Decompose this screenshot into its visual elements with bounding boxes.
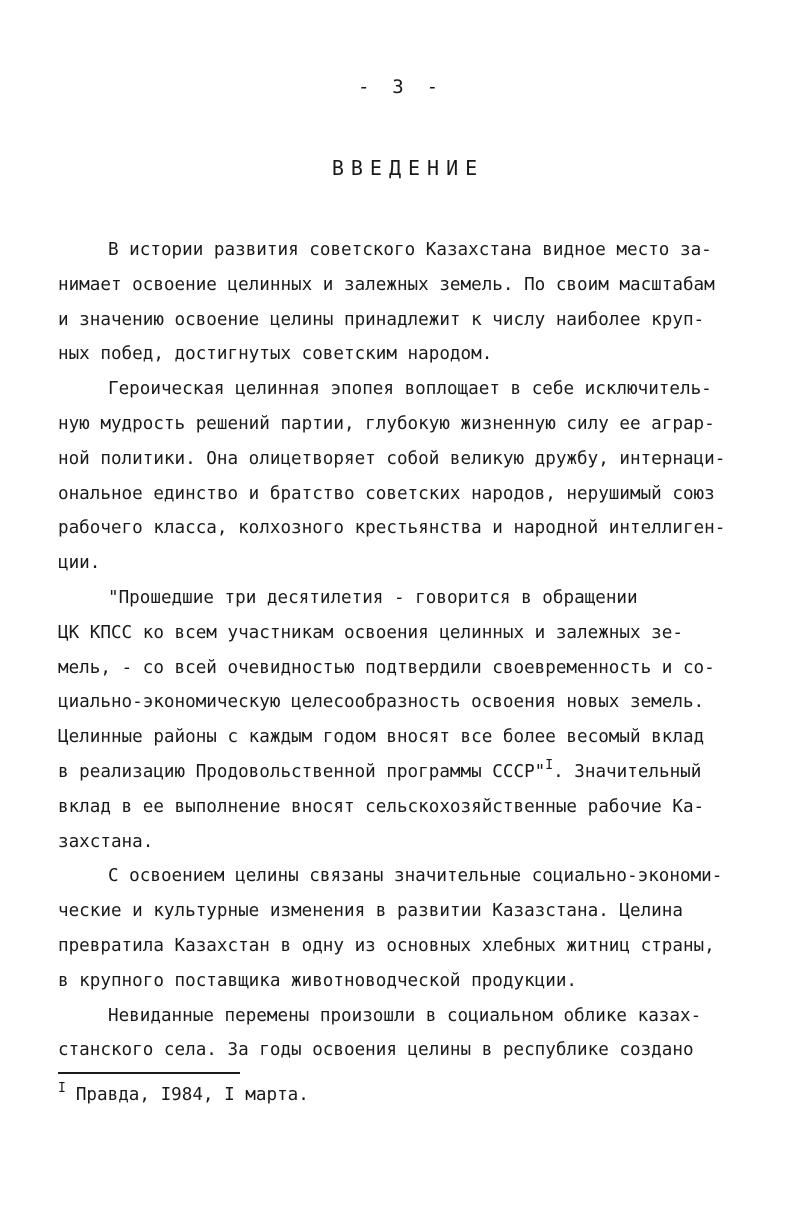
text-segment: в реализацию Продовольственной программы СССР" bbox=[58, 761, 546, 782]
text-line: циально-экономическую целесообразность освоения новых земель. bbox=[58, 692, 705, 713]
text-line: станского села. За годы освоения целины в республике создано bbox=[58, 1040, 694, 1061]
text-line: превратила Казахстан в одну из основных хлебных житниц страны, bbox=[58, 935, 715, 956]
text-line: ции. bbox=[58, 553, 101, 574]
text-line: С освоением целины связаны значительные социально-экономи- bbox=[108, 866, 723, 887]
text-line: Целинные районы с каждым годом вносят все более весомый вклад bbox=[58, 727, 705, 748]
text-line: захстана. bbox=[58, 831, 154, 852]
footnote-mark: I bbox=[58, 1081, 66, 1096]
text-line: ную мудрость решений партии, глубокую жизненную силу ее аграр- bbox=[58, 413, 715, 434]
text-line: в крупного поставщика животноводческой продукции. bbox=[58, 970, 578, 991]
footnote-reference: I bbox=[545, 757, 554, 773]
text-line: ональное единство и братство советских народов, нерушимый союз bbox=[58, 483, 715, 504]
section-title: ВВЕДЕНИЕ bbox=[331, 156, 485, 180]
text-line: Невиданные перемены произошли в социальном облике казах- bbox=[108, 1005, 702, 1026]
footnote bbox=[58, 1082, 309, 1108]
text-line: нимает освоение целинных и залежных земель. По своим масштабам bbox=[58, 274, 715, 295]
text-line: ЦК КПСС ко всем участникам освоения целинных и залежных зе- bbox=[58, 622, 683, 643]
text-line: мель, - со всей очевидностью подтвердили своевременность и со- bbox=[58, 657, 715, 678]
page-number: - 3 - bbox=[357, 76, 439, 98]
body-text bbox=[58, 233, 748, 1068]
text-line: ческие и культурные изменения в развитии Казазстана. Целина bbox=[58, 901, 683, 922]
footnote-text: Правда, I984, I марта. bbox=[75, 1085, 309, 1105]
text-line: рабочего класса, колхозного крестьянства и народной интеллиген- bbox=[58, 518, 726, 539]
text-line: "Прошедшие три десятилетия - говорится в обращении bbox=[108, 587, 638, 608]
text-line: В истории развития советского Казахстана видное место за- bbox=[108, 240, 712, 260]
text-line: ных побед, достигнутых советским народом. bbox=[58, 344, 493, 365]
text-segment: . Значительный bbox=[553, 761, 702, 782]
text-line bbox=[58, 755, 748, 790]
text-line: ной политики. Она олицетворяет собой великую дружбу, интернаци- bbox=[58, 448, 726, 469]
text-line: и значению освоение целины принадлежит к числу наиболее круп- bbox=[58, 309, 705, 330]
footnote-divider bbox=[58, 1072, 240, 1074]
text-line: вклад в ее выполнение вносят сельскохозяйственные рабочие Ка- bbox=[58, 796, 705, 817]
text-line: Героическая целинная эпопея воплощает в себе исключитель- bbox=[108, 379, 712, 400]
